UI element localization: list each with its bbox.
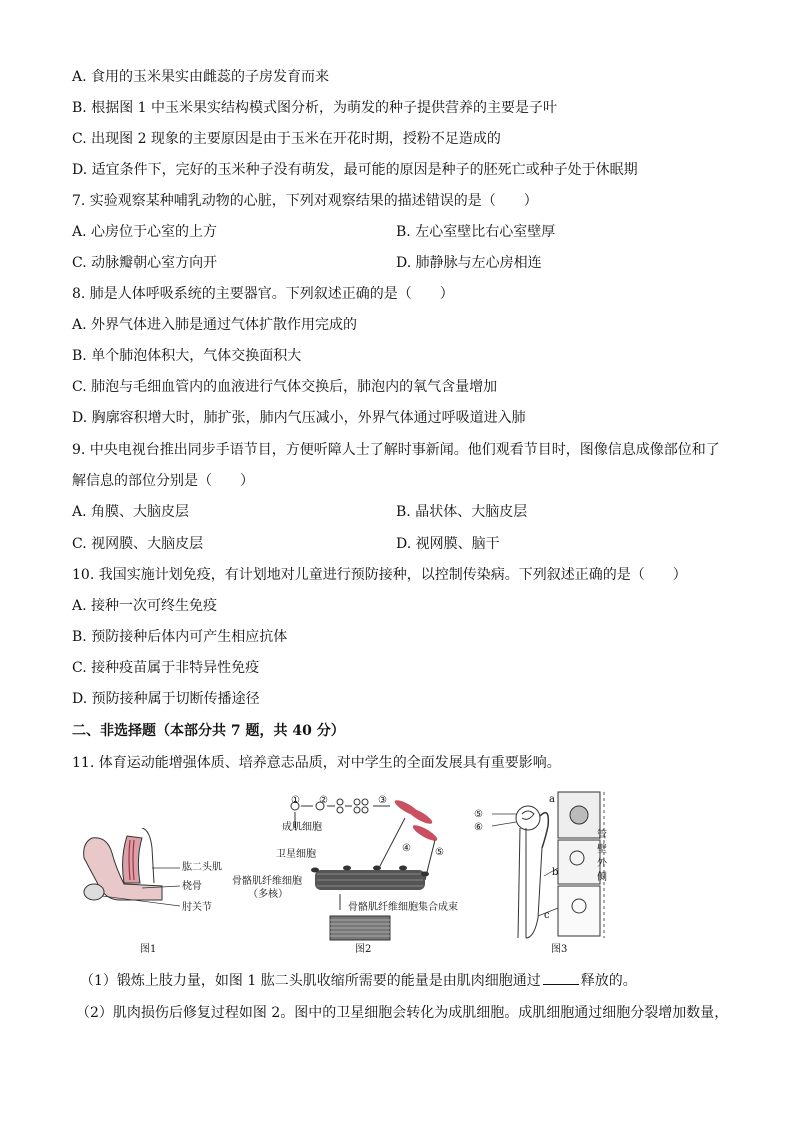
q7-option-c: C. 动脉瓣朝心室方向开 xyxy=(72,255,218,271)
fig1-caption: 图1 xyxy=(140,944,157,955)
q11-sub1 xyxy=(80,972,637,990)
fig3-label-wai: 外 xyxy=(597,858,607,869)
q8-stem: 8. 肺是人体呼吸系统的主要器官。下列叙述正确的是（ ） xyxy=(72,286,454,302)
fig2-step-3: ③ xyxy=(378,795,387,806)
q10-option-a: A. 接种一次可终生免疫 xyxy=(72,598,218,614)
q7-stem: 7. 实验观察某种哺乳动物的心脏，下列对观察结果的描述错误的是（ ） xyxy=(72,193,538,209)
fig2-step-1: ① xyxy=(291,795,300,806)
q11-stem: 11. 体育运动能增强体质、培养意志品质，对中学生的全面发展具有重要影响。 xyxy=(72,755,561,771)
q11-sub1-text-b: 释放的。 xyxy=(580,973,637,989)
section-heading: 二、非选择题（本部分共 7 题，共 40 分） xyxy=(72,723,345,739)
fig1-label-radius: 桡骨 xyxy=(182,881,202,892)
q9-option-d: D. 视网膜、脑干 xyxy=(396,536,500,552)
fig2-label-fiber: 骨骼肌纤维细胞 xyxy=(232,876,302,887)
fig3-caption: 图3 xyxy=(551,944,568,955)
fig2-step-2: ② xyxy=(319,795,328,806)
fig3-label-b: b xyxy=(552,867,559,878)
q7-option-a: A. 心房位于心室的上方 xyxy=(72,224,218,240)
fig2-step-4: ④ xyxy=(402,843,411,854)
fig2-label-multinucleate: （多核） xyxy=(248,889,288,900)
q9-option-c: C. 视网膜、大脑皮层 xyxy=(72,536,204,552)
q10-option-c: C. 接种疫苗属于非特异性免疫 xyxy=(72,660,260,676)
fig3-label-a: a xyxy=(549,794,555,805)
q9-option-a: A. 角膜、大脑皮层 xyxy=(72,504,190,520)
fig2-label-satellite: 卫星细胞 xyxy=(276,849,316,860)
fig3-label-6: ⑥ xyxy=(474,822,483,833)
fig2-label-myoblast: 成肌细胞 xyxy=(282,822,322,833)
fig3-label-ce: 侧 xyxy=(597,872,607,883)
fig3-label-guan: 管 xyxy=(597,830,607,841)
q10-option-d: D. 预防接种属于切断传播途径 xyxy=(72,691,260,707)
q9-option-b: B. 晶状体、大脑皮层 xyxy=(396,504,528,520)
fig1-label-elbow: 肘关节 xyxy=(182,902,212,913)
q10-option-b: B. 预防接种后体内可产生相应抗体 xyxy=(72,629,288,645)
fig2-caption: 图2 xyxy=(355,944,372,955)
q7-option-d: D. 肺静脉与左心房相连 xyxy=(396,255,542,271)
q6-option-a: A. 食用的玉米果实由雌蕊的子房发育而来 xyxy=(72,69,330,85)
fig2-step-5: ⑤ xyxy=(435,847,444,858)
fig2-muscle-repair-diagram xyxy=(285,788,465,948)
q9-stem-line2: 解信息的部位分别是（ ） xyxy=(72,473,254,489)
q6-option-c: C. 出现图 2 现象的主要原因是由于玉米在开花时期，授粉不足造成的 xyxy=(72,131,501,147)
answer-blank[interactable] xyxy=(543,972,579,985)
q9-stem-line1: 9. 中央电视台推出同步手语节目，方便听障人士了解时事新闻。他们观看节目时，图像信息成像部位和了 xyxy=(72,442,720,458)
fig3-label-5: ⑤ xyxy=(474,809,483,820)
q10-stem: 10. 我国实施计划免疫，有计划地对儿童进行预防接种，以控制传染病。下列叙述正确的是（ ） xyxy=(72,567,687,583)
q11-sub2: （2）肌肉损伤后修复过程如图 2。图中的卫星细胞会转化为成肌细胞。成肌细胞通过细胞分裂增加数量， xyxy=(76,1005,729,1021)
fig1-label-biceps: 肱二头肌 xyxy=(182,862,222,873)
q6-option-b: B. 根据图 1 中玉米果实结构模式图分析，为萌发的种子提供营养的主要是子叶 xyxy=(72,100,557,116)
q8-option-a: A. 外界气体进入肺是通过气体扩散作用完成的 xyxy=(72,317,358,333)
q7-option-b: B. 左心室壁比右心室壁厚 xyxy=(396,224,556,240)
fig3-label-c: c xyxy=(544,910,550,921)
q6-option-d: D. 适宜条件下，完好的玉米种子没有萌发，最可能的原因是种子的胚死亡或种子处于休眠期 xyxy=(72,162,638,178)
fig1-arm-diagram xyxy=(72,828,182,918)
q8-option-b: B. 单个肺泡体积大，气体交换面积大 xyxy=(72,348,302,364)
fig3-label-bi: 壁 xyxy=(597,844,607,855)
q8-option-c: C. 肺泡与毛细血管内的血液进行气体交换后，肺泡内的氧气含量增加 xyxy=(72,379,498,395)
q11-sub1-text-a: （1）锻炼上肢力量，如图 1 肱二头肌收缩所需要的能量是由肌肉细胞通过 xyxy=(80,973,541,989)
fig2-label-bundle: 骨骼肌纤维细胞集合成束 xyxy=(348,902,458,913)
q8-option-d: D. 胸廓容积增大时，肺扩张，肺内气压减小，外界气体通过呼吸道进入肺 xyxy=(72,410,526,426)
